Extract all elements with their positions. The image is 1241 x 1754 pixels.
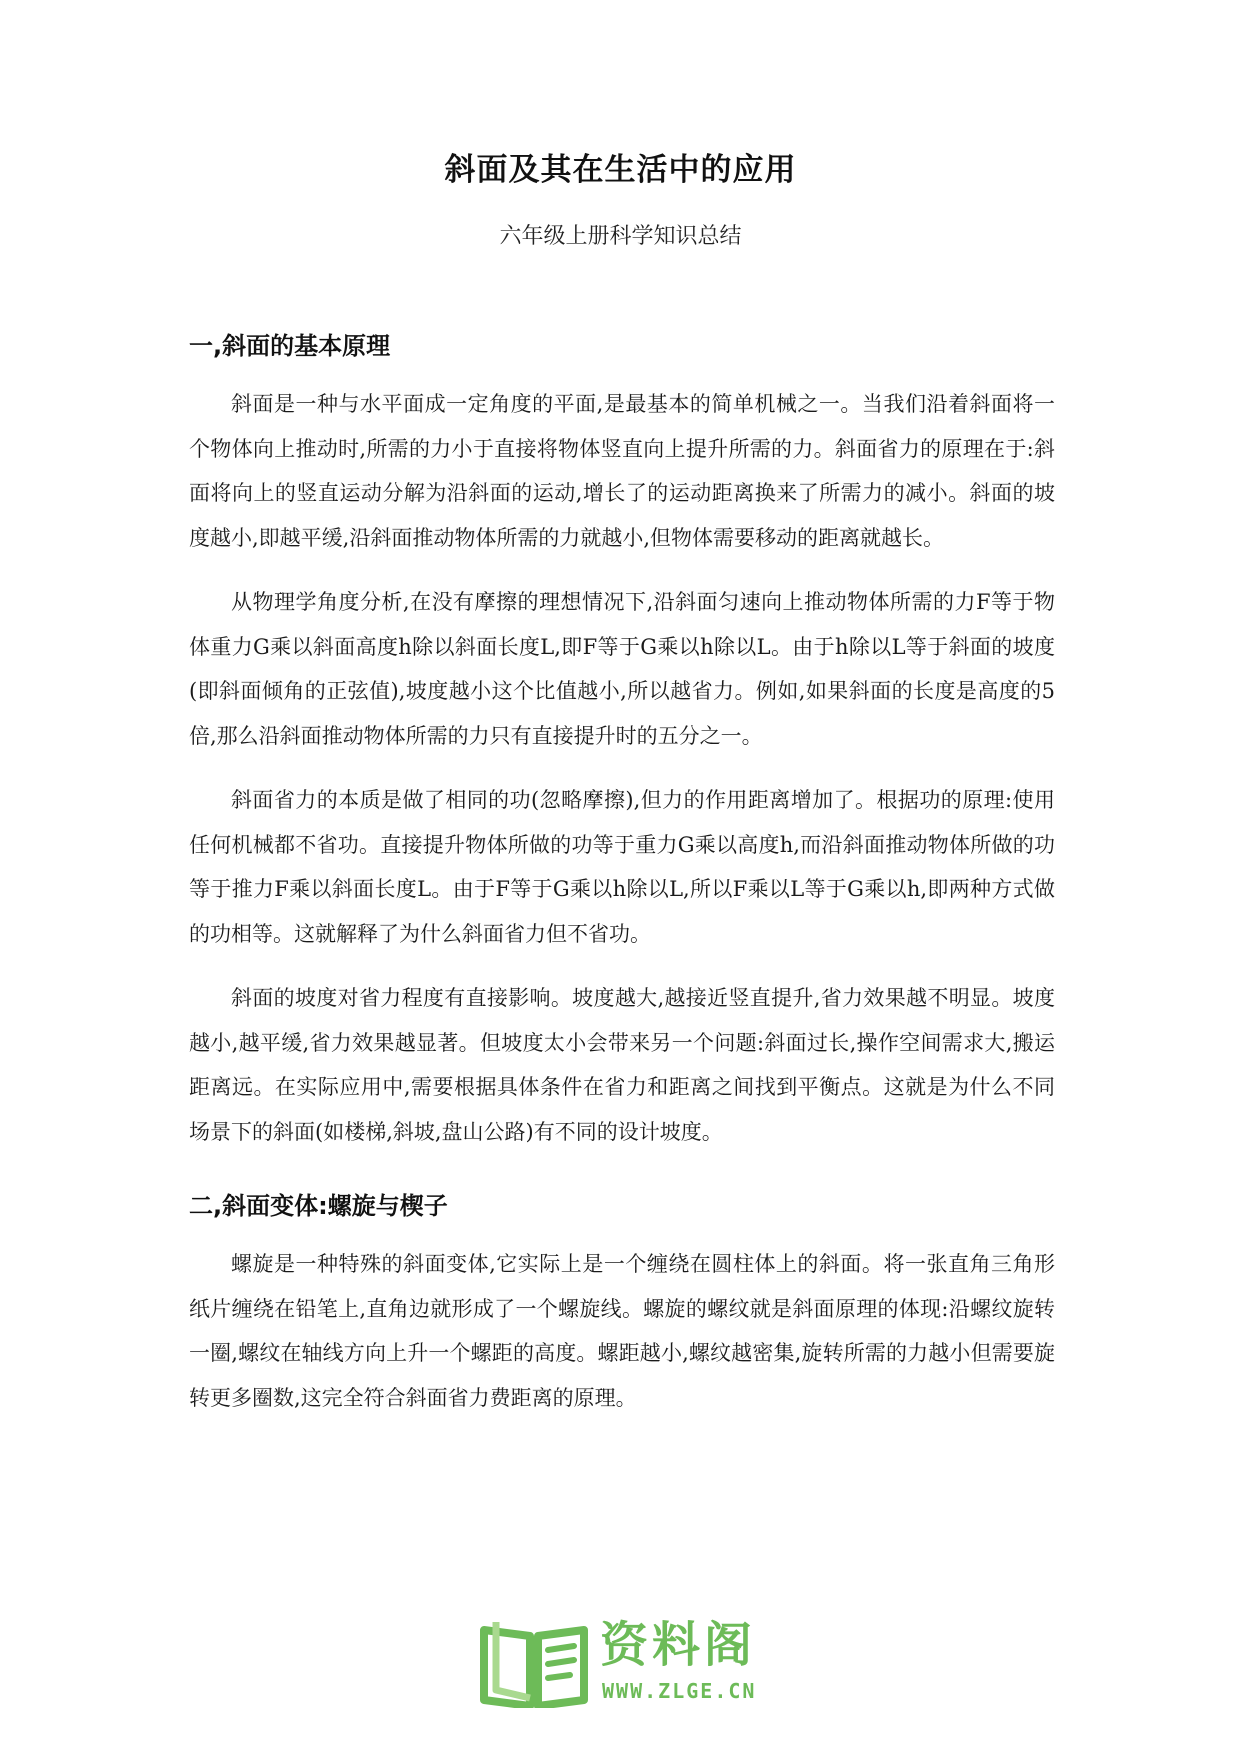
paragraph: 斜面的坡度对省力程度有直接影响。坡度越大,越接近竖直提升,省力效果越不明显。坡度越小,越平缓,省力效果越显著。但坡度太小会带来另一个问题:斜面过长,操作空间需求大,搬运距离远。在实际应用中,需要根据具体条件在省力和距离之间找到平衡点。这就是为什么不同场景下的斜面(如楼梯,斜坡,盘山公路)有不同的设计坡度。 bbox=[189, 986, 1055, 1144]
watermark-logo bbox=[478, 1612, 768, 1712]
open-book-icon bbox=[478, 1616, 590, 1708]
section-heading-variants: 二,斜面变体:螺旋与楔子 bbox=[189, 1192, 448, 1220]
paragraph: 斜面省力的本质是做了相同的功(忽略摩擦),但力的作用距离增加了。根据功的原理:使用任何机械都不省功。直接提升物体所做的功等于重力G乘以高度h,而沿斜面推动物体所做的功等于推力F乘以斜面长度L。由于F等于G乘以h除以L,所以F乘以L等于G乘以h,即两种方式做的功相等。这就解释了为什么斜面省力但不省功。 bbox=[189, 788, 1055, 946]
watermark-name: 资料阁 bbox=[600, 1617, 757, 1673]
paragraph: 螺旋是一种特殊的斜面变体,它实际上是一个缠绕在圆柱体上的斜面。将一张直角三角形纸片缠绕在铅笔上,直角边就形成了一个螺旋线。螺旋的螺纹就是斜面原理的体现:沿螺纹旋转一圈,螺纹在轴线方向上升一个螺距的高度。螺距越小,螺纹越密集,旋转所需的力越小但需要旋转更多圈数,这完全符合斜面省力费距离的原理。 bbox=[189, 1252, 1055, 1410]
document-subtitle: 六年级上册科学知识总结 bbox=[499, 224, 742, 249]
watermark-url: WWW.ZLGE.CN bbox=[602, 1679, 757, 1703]
paragraph: 斜面是一种与水平面成一定角度的平面,是最基本的简单机械之一。当我们沿着斜面将一个物体向上推动时,所需的力小于直接将物体竖直向上提升所需的力。斜面省力的原理在于:斜面将向上的竖直运动分解为沿斜面的运动,增长了的运动距离换来了所需力的减小。斜面的坡度越小,即越平缓,沿斜面推动物体所需的力就越小,但物体需要移动的距离就越长。 bbox=[189, 392, 1055, 550]
section-heading-principle: 一,斜面的基本原理 bbox=[189, 332, 391, 360]
document-title: 斜面及其在生活中的应用 bbox=[444, 152, 797, 188]
paragraph: 从物理学角度分析,在没有摩擦的理想情况下,沿斜面匀速向上推动物体所需的力F等于物体重力G乘以斜面高度h除以斜面长度L,即F等于G乘以h除以L。由于h除以L等于斜面的坡度(即斜面倾角的正弦值),坡度越小这个比值越小,所以越省力。例如,如果斜面的长度是高度的5倍,那么沿斜面推动物体所需的力只有直接提升时的五分之一。 bbox=[189, 590, 1055, 748]
document-body bbox=[189, 330, 1055, 1440]
